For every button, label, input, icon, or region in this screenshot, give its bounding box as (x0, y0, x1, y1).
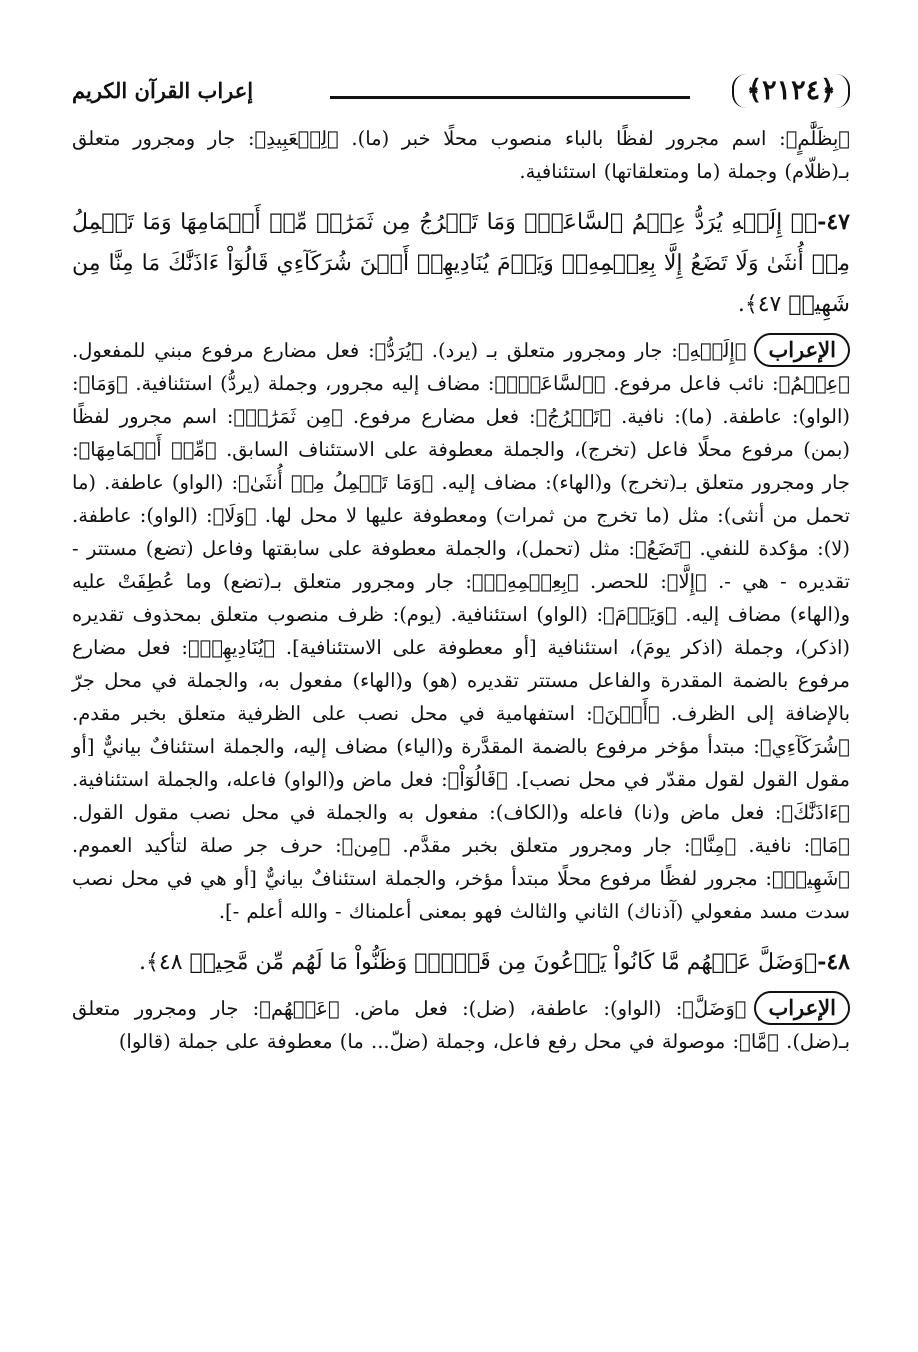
page-header (72, 70, 850, 122)
verse-48 (72, 942, 850, 983)
top-paragraph: ﴿بِظَلَّٰمٍ﴾: اسم مجرور لفظًا بالباء منصوب محلًا خبر (ما). ﴿لِلۡعَبِيدِ﴾: جار ومجرور متعلق بـ(ظلّام) وجملة (ما ومتعلقاتها) استئنافية. (72, 127, 850, 183)
verse-text: ﴿۞ إِلَيۡهِ يُرَدُّ عِلۡمُ ٱلسَّاعَةِۚ وَمَا تَخۡرُجُ مِن ثَمَرَٰتٖ مِّنۡ أَكۡمَامِهَا وَمَا تَحۡمِلُ مِنۡ أُنثَىٰ وَلَا تَضَعُ إِلَّا بِعِلۡمِهِۦۚ وَيَوۡمَ يُنَادِيهِمۡ أَيۡنَ شُرَكَآءِي قَالُوٓاْ ءَاذَنَّٰكَ مَا مِنَّا مِن شَهِيدٖ ٤٧﴾. (72, 210, 850, 317)
verse-text: ﴿وَضَلَّ عَنۡهُم مَّا كَانُواْ يَدۡعُونَ مِن قَبۡلُۖ وَظَنُّواْ مَا لَهُم مِّن مَّحِيصٖ ٤٨﴾. (139, 950, 818, 975)
book-title: إعراب القرآن الكريم (72, 78, 254, 103)
irab-badge: الإعراب (754, 333, 850, 367)
irab-paragraph-48 (72, 991, 850, 1058)
verse-number: ٤٧- (817, 209, 850, 235)
verse-number: ٤٨- (817, 949, 850, 975)
irab-badge: الإعراب (754, 991, 850, 1025)
page (72, 70, 850, 1058)
page-number: ﴿٢١٢٤﴾ (732, 74, 850, 108)
irab-paragraph-47 (72, 333, 850, 928)
irab-text: ﴿إِلَيۡهِ﴾: جار ومجرور متعلق بـ (يرد). ﴿يُرَدُّ﴾: فعل مضارع مرفوع مبني للمفعول. ﴿عِلۡمُ﴾: نائب فاعل مرفوع. ﴿ٱلسَّاعَةِۚ﴾: مضاف إليه مجرور، وجملة (يردُّ) استئنافية. ﴿وَمَا﴾: (الواو): عاطفة. (ما): نافية. ﴿تَخۡرُجُ﴾: فعل مضارع مرفوع. ﴿مِن ثَمَرَٰتٖ﴾: اسم مجرور لفظًا (بمن) مرفوع محلًا فاعل (تخرج)، والجملة معطوفة على الاستئناف السابق. ﴿مِّنۡ أَكۡمَامِهَا﴾: جار ومجرور متعلق بـ(تخرج) و(الهاء): مضاف إليه. ﴿وَمَا تَحۡمِلُ مِنۡ أُنثَىٰ﴾: (الواو) عاطفة. (ما تحمل من أنثى): مثل (ما تخرج من ثمرات) ومعطوفة عليها لا محل لها. ﴿وَلَا﴾: (الواو): عاطفة. (لا): مؤكدة للنفي. ﴿تَضَعُ﴾: مثل (تحمل)، والجملة معطوفة على سابقتها وفاعل (تضع) مستتر - تقديره - هي -. ﴿إِلَّا﴾: للحصر. ﴿بِعِلۡمِهِۦۚ﴾: جار ومجرور متعلق بـ(تضع) وما عُطِفَتْ عليه و(الهاء) مضاف إليه. ﴿وَيَوۡمَ﴾: (الواو) استئنافية. (يوم): ظرف منصوب متعلق بمحذوف تقديره (اذكر)، وجملة (اذكر يومَ)، استئنافية [أو معطوفة على الاستئنافية]. ﴿يُنَادِيهِمۡ﴾: فعل مضارع مرفوع بالضمة المقدرة والفاعل مستتر تقديره (هو) و(الهاء) مفعول به، والجملة في محل جرّ بالإضافة إلى الظرف. ﴿أَيۡنَ﴾: استفهامية في محل نصب على الظرفية متعلق بخبر مقدم. ﴿شُرَكَآءِي﴾: مبتدأ مؤخر مرفوع بالضمة المقدَّرة و(الياء) مضاف إليه، والجملة استئنافٌ بيانيٌّ [أو مقول القول لقول مقدّر في محل نصب]. ﴿قَالُوٓاْ﴾: فعل ماض و(الواو) فاعله، والجملة استئنافية. ﴿ءَاذَنَّٰكَ﴾: فعل ماض و(نا) فاعله و(الكاف): مفعول به والجملة في محل نصب مقول القول. ﴿مَا﴾: نافية. ﴿مِنَّا﴾: جار ومجرور متعلق بخبر مقدَّم. ﴿مِن﴾: حرف جر صلة لتأكيد العموم. ﴿شَهِيدٖ﴾: مجرور لفظًا مرفوع محلًا مبتدأ مؤخر، والجملة استئنافٌ بيانيٌّ [أو هي في محل نصب سدت مسد مفعولي (آذناك) الثاني والثالث فهو بمعنى أعلمناك - والله أعلم -]. (72, 339, 850, 923)
irab-text: ﴿وَضَلَّ﴾: (الواو): عاطفة، (ضل): فعل ماض. ﴿عَنۡهُم﴾: جار ومجرور متعلق بـ(ضل). ﴿مَّا﴾: موصولة في محل رفع فاعل، وجملة (ضلّ... ما) معطوفة على جملة (قالوا) (72, 997, 850, 1053)
header-rule (330, 96, 690, 99)
verse-47 (72, 202, 850, 325)
